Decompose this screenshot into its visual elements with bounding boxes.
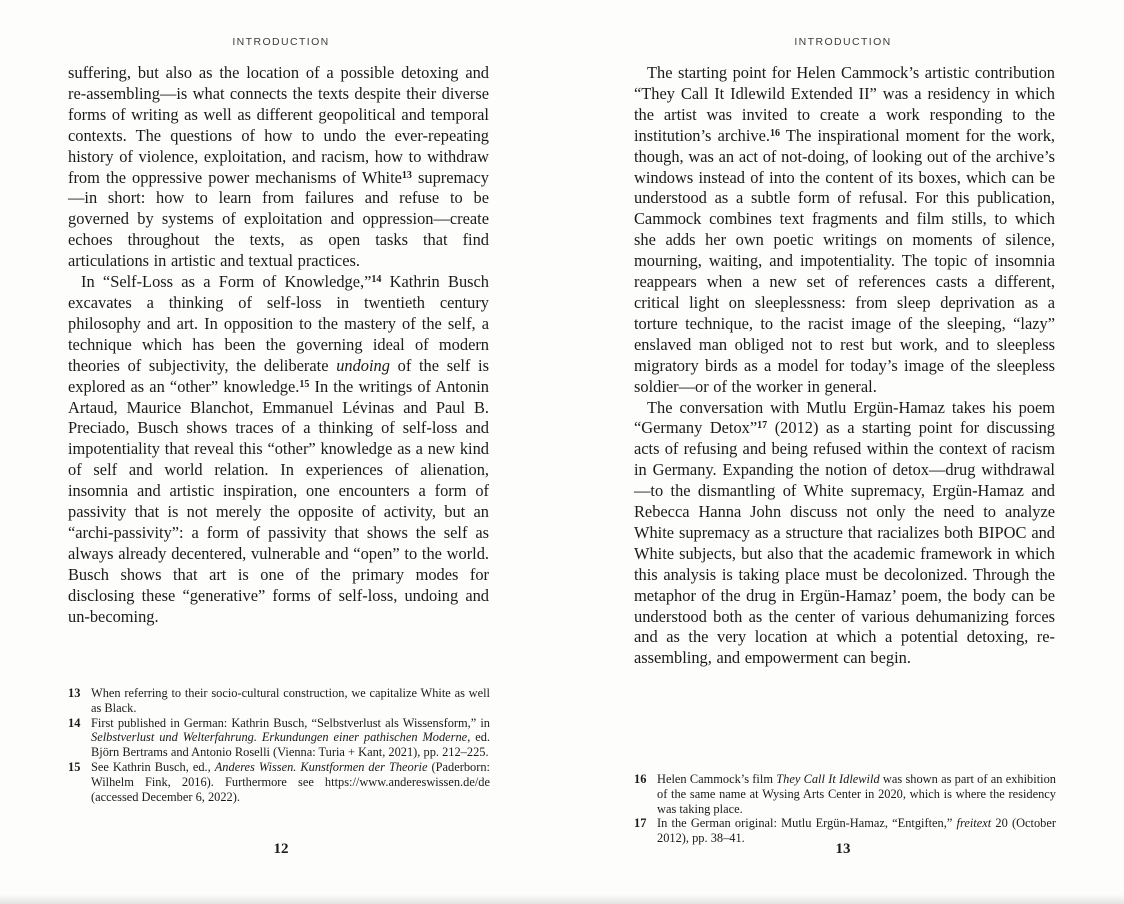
footnote-text: See Kathrin Busch, ed., Anderes Wissen. Kunstformen der Theorie (Paderborn: Wilhelm Fink, 2016). Furthermore see https://www.andereswissen.de/de (accessed December 6, 2022). [91, 759, 490, 804]
footnote-text: First published in German: Kathrin Busch, “Selbstverlust als Wissensform,” in Selbstverlust und Welterfahrung. Erkundungen einer pathischen Moderne, ed. Björn Bertrams and Antonio Roselli (Vienna: Turia + Kant, 2021), pp. 212–225. [91, 715, 490, 760]
footnotes [68, 686, 490, 804]
footnote [634, 772, 1056, 816]
footnote-text: In the German original: Mutlu Ergün-Hamaz, “Entgiften,” freitext 20 (October 2012), pp. 38–41. [657, 816, 1056, 846]
footnote [68, 686, 490, 716]
paragraph: The starting point for Helen Cammock’s artistic contribution “They Call It Idlewild Extended II” was a residency in which the artist was invited to create a work responding to the institution’s archive.$^{16}$ The inspirational moment for the work, though, was an act of not-doing, of looking out of the archive’s windows instead of into the content of its boxes, which can be understood as a subtle form of refusal. For this publication, Cammock combines text fragments and film stills, to which she adds her own poetic writings on moments of silence, mourning, waiting, and impotentiality. The topic of insomnia reappears when a new set of references casts a different, critical light on sleeplessness: from sleep deprivation as a torture technique, to the racist image of the sleeping, “lazy” enslaved man obliged not to rest but work, and to sleepless migratory birds as a model for today’s image of the sleepless soldier—or of the worker in general. [634, 63, 1055, 396]
body-text [68, 63, 489, 627]
page-right [562, 0, 1124, 904]
paragraph: The conversation with Mutlu Ergün-Hamaz takes his poem “Germany Detox”$^{17}$ (2012) as a starting point for discussing acts of refusing and being refused within the context of racism in Germany. Expanding the notion of detox—drug withdrawal—to the dismantling of White supremacy, Ergün-Hamaz and Rebecca Hanna John discuss not only the need to analyze White supremacy as a structure that racializes both BIPOC and White subjects, but also that the academic framework in which this analysis is taking place must be decolonized. Through the metaphor of the drug in Ergün-Hamaz’ poem, the body can be understood both as the center of various dehumanizing forces and as the very location at which a potential detoxing, re-assembling, and empowerment can begin. [634, 397, 1055, 668]
footnote [68, 760, 490, 804]
footnotes [634, 772, 1056, 846]
footnote-text: Helen Cammock’s film They Call It Idlewild was shown as part of an exhibition of the same name at Wysing Arts Center in 2020, which is where the residency was taking place. [657, 772, 1056, 816]
paragraph: suffering, but also as the location of a possible detoxing and re-assembling—is what connects the texts despite their diverse forms of writing as well as different geopolitical and temporal contexts. The questions of how to undo the ever-repeating history of violence, exploitation, and racism, how to withdraw from the oppressive power mechanisms of White$^{13}$ supremacy—in short: how to learn from failures and refuse to be governed by systems of exploitation and oppression—create echoes throughout the texts, as open tasks that find articulations in artistic and textual practices. [68, 63, 489, 271]
running-header: INTRODUCTION [794, 36, 892, 48]
footnote [68, 716, 490, 760]
footnote-text: When referring to their socio-cultural construction, we capitalize White as well as Black. [91, 686, 490, 715]
page-number: 13 [835, 841, 851, 857]
footnote-number: 17 [634, 816, 647, 831]
body-text [634, 63, 1055, 669]
footnote-number: 13 [68, 686, 81, 700]
paragraph: In “Self-Loss as a Form of Knowledge,”$^{14}$ Kathrin Busch excavates a thinking of self-loss in twentieth century philosophy and art. In opposition to the mastery of the self, a technique which has been the governing ideal of modern theories of subjectivity, the deliberate undoing of the self is explored as an “other” knowledge.$^{15}$ In the writings of Antonin Artaud, Maurice Blanchot, Emmanuel Lévinas and Paul B. Preciado, Busch shows traces of a thinking of self-loss and impotentiality that reveal this “other” knowledge as a new kind of self and world relation. In experiences of alienation, insomnia and artistic inspiration, one encounters a form of passivity that is not merely the opposite of activity, but an “archi-passivity”: a form of passivity that shows the self as always already decentered, vulnerable and “open” to the world. Busch shows that art is one of the primary modes for disclosing these “generative” forms of self-loss, undoing and un-becoming. [68, 272, 489, 626]
running-header: INTRODUCTION [232, 36, 330, 48]
footnote-number: 15 [68, 759, 81, 774]
footnote-number: 16 [634, 772, 647, 786]
page-number: 12 [273, 841, 289, 857]
footnote-number: 14 [68, 715, 81, 730]
